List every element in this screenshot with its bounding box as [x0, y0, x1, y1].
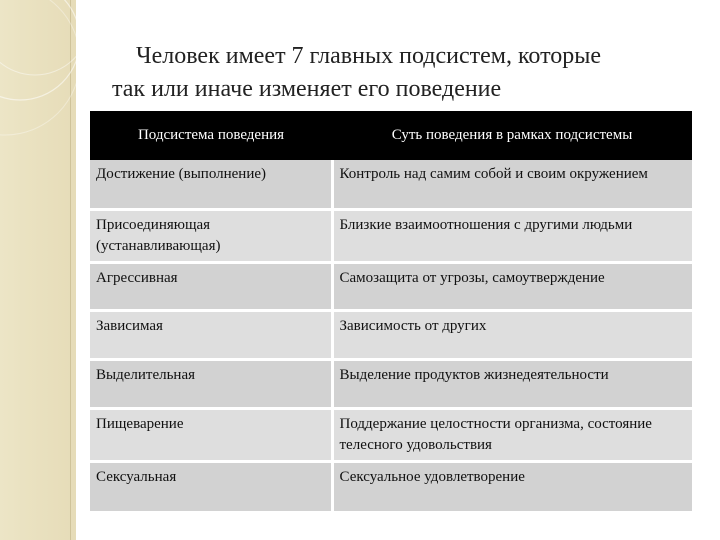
cell-subsystem: Зависимая — [90, 311, 332, 360]
cell-essence: Контроль над самим собой и своим окружением — [332, 160, 692, 210]
table-row — [90, 160, 692, 210]
cell-essence: Самозащита от угрозы, самоутверждение — [332, 263, 692, 311]
cell-subsystem: Сексуальная — [90, 462, 332, 513]
table-row — [90, 210, 692, 263]
cell-essence: Близкие взаимоотношения с другими людьми — [332, 210, 692, 263]
cell-subsystem: Достижение (выполнение) — [90, 160, 332, 210]
header-essence: Суть поведения в рамках подсистемы — [332, 111, 692, 160]
table-row — [90, 263, 692, 311]
table-row — [90, 360, 692, 409]
cell-essence: Выделение продуктов жизнедеятельности — [332, 360, 692, 409]
cell-subsystem: Присоединяющая (устанавливающая) — [90, 210, 332, 263]
cell-essence: Зависимость от других — [332, 311, 692, 360]
title-line-1: Человек имеет 7 главных подсистем, которые — [136, 43, 602, 69]
table-row — [90, 409, 692, 462]
table-header-row — [90, 111, 692, 160]
subsystems-table — [90, 111, 692, 514]
cell-subsystem: Пищеварение — [90, 409, 332, 462]
title-line-2: так или иначе изменяет его поведение — [112, 76, 502, 102]
cell-subsystem: Выделительная — [90, 360, 332, 409]
cell-essence: Сексуальное удовлетворение — [332, 462, 692, 513]
table-row — [90, 311, 692, 360]
cell-essence: Поддержание целостности организма, состояние телесного удовольствия — [332, 409, 692, 462]
cell-subsystem: Агрессивная — [90, 263, 332, 311]
slide-title — [112, 40, 702, 106]
table-row — [90, 462, 692, 513]
header-subsystem: Подсистема поведения — [90, 111, 332, 160]
